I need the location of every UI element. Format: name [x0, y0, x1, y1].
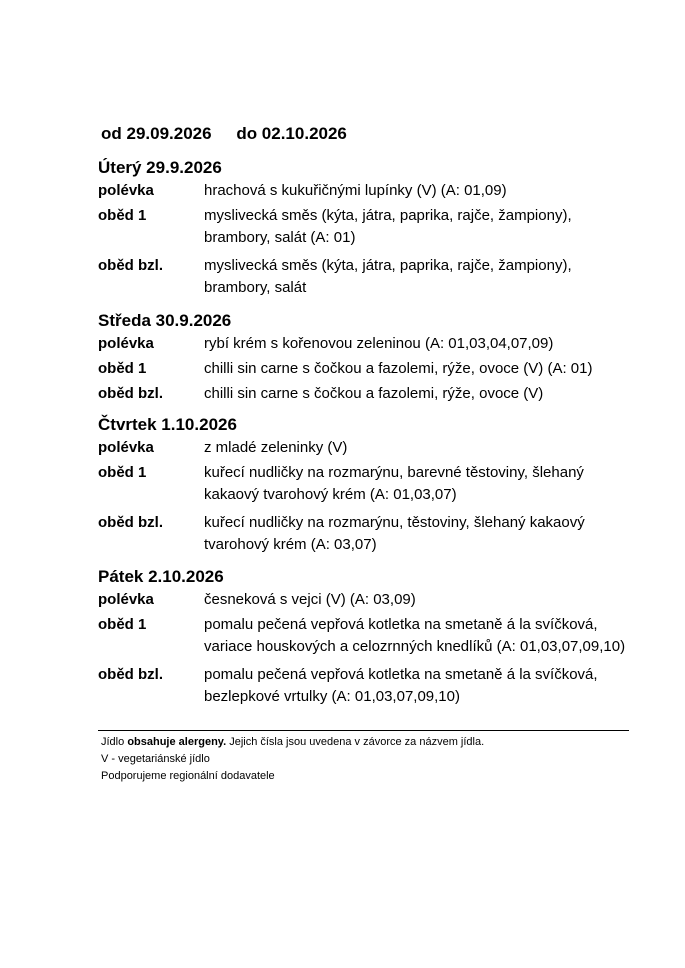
meal-label: oběd 1 [98, 616, 147, 633]
meal-label: oběd bzl. [98, 385, 163, 402]
meal-description: rybí krém s kořenovou zeleninou (A: 01,03,04,07,09) [204, 335, 554, 352]
regional-note: Podporujeme regionální dodavatele [101, 770, 275, 782]
meal-label: oběd bzl. [98, 514, 163, 531]
meal-label: oběd bzl. [98, 666, 163, 683]
menu-row-soup [98, 437, 638, 459]
allergen-note [101, 734, 484, 751]
period-to: do 02.10.2026 [236, 124, 347, 143]
meal-description: myslivecká směs (kýta, játra, paprika, rajče, žampiony), brambory, salát (A: 01) [204, 207, 572, 246]
meal-label: polévka [98, 335, 154, 352]
meal-description: pomalu pečená vepřová kotletka na smetaně á la svíčková, bezlepkové vrtulky (A: 01,03,07,09,10) [204, 666, 598, 705]
day-wednesday [98, 310, 638, 405]
meal-label: oběd bzl. [98, 257, 163, 274]
meal-description: česneková s vejci (V) (A: 03,09) [204, 591, 416, 608]
allergen-note-bold: obsahuje alergeny. [127, 736, 227, 748]
menu-row-lunch-gluten-free [98, 512, 638, 556]
menu-row-lunch-1 [98, 205, 638, 249]
meal-label: oběd 1 [98, 464, 147, 481]
meal-label: oběd 1 [98, 360, 147, 377]
menu-row-soup [98, 180, 638, 202]
day-thursday [98, 414, 638, 556]
menu-row-lunch-gluten-free [98, 255, 638, 299]
menu-row-soup [98, 333, 638, 355]
day-tuesday [98, 157, 638, 299]
menu-row-lunch-1 [98, 462, 638, 506]
meal-label: polévka [98, 439, 154, 456]
meal-label: oběd 1 [98, 207, 147, 224]
allergen-note-suffix: Jejich čísla jsou uvedena v závorce za názvem jídla. [226, 736, 485, 748]
meal-description: myslivecká směs (kýta, játra, paprika, rajče, žampiony), brambory, salát [204, 257, 572, 296]
day-friday [98, 566, 638, 708]
footer-divider [98, 730, 629, 731]
allergen-note-prefix: Jídlo [101, 736, 125, 748]
meal-description: pomalu pečená vepřová kotletka na smetaně á la svíčková, variace houskových a celozrnných knedlíků (A: 01,03,07,09,10) [204, 616, 626, 655]
menu-row-lunch-gluten-free [98, 383, 638, 405]
meal-description: kuřecí nudličky na rozmarýnu, barevné těstoviny, šlehaný kakaový tvarohový krém (A: 01,03,07) [204, 464, 584, 503]
menu-row-soup [98, 589, 638, 611]
menu-period [101, 124, 347, 144]
meal-description: chilli sin carne s čočkou a fazolemi, rýže, ovoce (V) [204, 385, 544, 402]
menu-row-lunch-1 [98, 358, 638, 380]
meal-label: polévka [98, 182, 154, 199]
meal-description: chilli sin carne s čočkou a fazolemi, rýže, ovoce (V) (A: 01) [204, 360, 593, 377]
meal-description: kuřecí nudličky na rozmarýnu, těstoviny, šlehaný kakaový tvarohový krém (A: 03,07) [204, 514, 585, 553]
menu-row-lunch-gluten-free [98, 664, 638, 708]
day-title: Pátek 2.10.2026 [98, 567, 224, 586]
day-title: Středa 30.9.2026 [98, 311, 232, 330]
day-title: Čtvrtek 1.10.2026 [98, 415, 237, 434]
meal-label: polévka [98, 591, 154, 608]
menu-row-lunch-1 [98, 614, 638, 658]
day-title: Úterý 29.9.2026 [98, 158, 222, 177]
meal-description: z mladé zeleninky (V) [204, 439, 348, 456]
footer-notes [101, 734, 484, 785]
period-from: od 29.09.2026 [101, 124, 212, 143]
vegetarian-note: V - vegetariánské jídlo [101, 753, 210, 765]
meal-description: hrachová s kukuřičnými lupínky (V) (A: 01,09) [204, 182, 507, 199]
